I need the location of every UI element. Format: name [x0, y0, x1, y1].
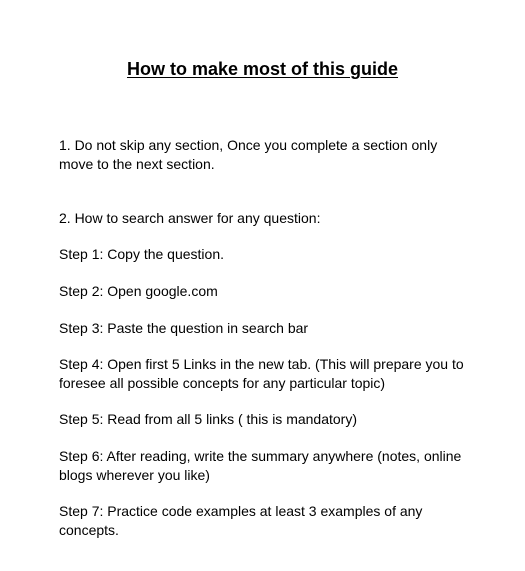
- step-1: [59, 245, 479, 264]
- step-4-line-2: foresee all possible concepts for any particular topic): [59, 375, 386, 391]
- step-3: [59, 319, 479, 338]
- step-5-line-1: Step 5: Read from all 5 links ( this is mandatory): [59, 411, 358, 427]
- step-7-line-1: Step 7: Practice code examples at least 3 examples of any: [59, 503, 423, 519]
- instruction-point-1-line-2: move to the next section.: [59, 156, 215, 172]
- step-4: [59, 355, 479, 393]
- step-6-line-1: Step 6: After reading, write the summary anywhere (notes, online: [59, 448, 462, 464]
- step-3-line-1: Step 3: Paste the question in search bar: [59, 320, 309, 336]
- step-7-line-2: concepts.: [59, 522, 119, 538]
- step-6: [59, 447, 479, 485]
- step-2: [59, 282, 479, 301]
- instruction-point-1: [59, 136, 479, 174]
- page-title: How to make most of this guide: [126, 59, 399, 79]
- step-2-line-1: Step 2: Open google.com: [59, 283, 218, 299]
- step-7: [59, 502, 479, 540]
- instruction-point-1-line-1: 1. Do not skip any section, Once you complete a section only: [59, 137, 438, 153]
- instruction-point-2: 2. How to search answer for any question:: [59, 210, 321, 226]
- step-1-line-1: Step 1: Copy the question.: [59, 246, 224, 262]
- step-4-line-1: Step 4: Open first 5 Links in the new tab. (This will prepare you to: [59, 356, 464, 372]
- step-5: [59, 410, 479, 429]
- step-6-line-2: blogs wherever you like): [59, 467, 210, 483]
